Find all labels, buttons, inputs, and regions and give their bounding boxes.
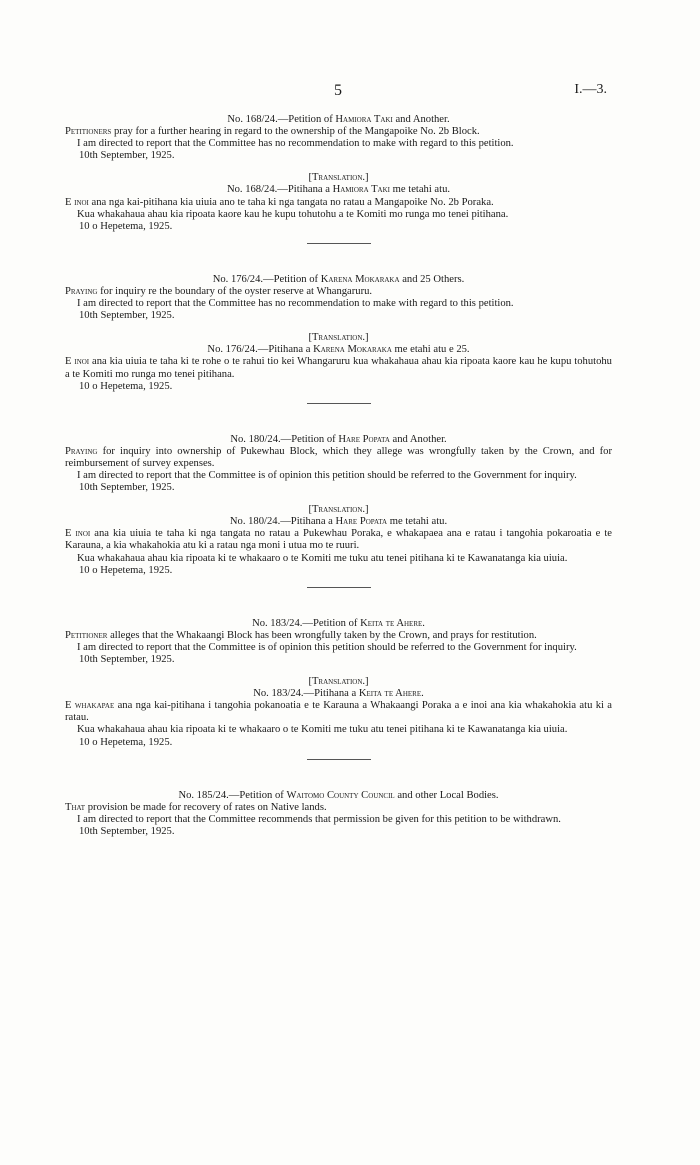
petitioner-name: Hamiora Taki	[332, 184, 391, 196]
committee-report: Kua whakahaua ahau kia ripoata ki te whakaaro o te Komiti me tuku atu tenei pitihana ki te Kawanatanga kia uiuia.	[77, 552, 568, 564]
petition-prayer: E inoi ana kia uiuia te taha ki nga tangata no ratau a Pukewhau Poraka, e whakapaea ana e ratau i tangohia pokaroatia e te Karauna, a kia whakahokia atu ki a ratau nga moni i utua mo te ruuri.	[65, 528, 612, 552]
report-date: 10 o Hepetema, 1925.	[79, 380, 173, 392]
petition-title: No. 176/24.—Pitihana a Karena Mokaraka me etahi atu e 25.	[207, 344, 470, 356]
petition-title: No. 180/24.—Pitihana a Hare Popata me tetahi atu.	[229, 516, 448, 528]
petition-prayer: E inoi ana kia uiuia te taha ki te rohe o te rahui tio kei Whangaruru kua whakahaua ahau kia ripoata kaore kau he kupu tohutohu a te Komiti mo runga mo tenei pitihana.	[65, 356, 612, 380]
translation-label: [Translation.]	[308, 676, 369, 688]
report-date: 10th September, 1925.	[79, 654, 175, 665]
petitioner-name: Keita te Ahere	[358, 688, 422, 700]
petitioner-name: Hare Popata	[335, 516, 388, 528]
petitioner-name: Hare Popata	[338, 433, 390, 445]
petition-title: No. 183/24.—Pitihana a Keita te Ahere.	[253, 688, 424, 700]
petition-180-maori	[65, 504, 612, 577]
petition-prayer: Praying for inquiry re the boundary of the oyster reserve at Whangaruru.	[65, 285, 373, 297]
page-header	[0, 82, 700, 102]
petitioner-name: Keita te Ahere	[360, 617, 423, 629]
translation-label: [Translation.]	[308, 172, 369, 184]
petitions-body	[65, 114, 612, 838]
petition-title: No. 168/24.—Pitihana a Hamiora Taki me tetahi atu.	[226, 184, 451, 196]
petition-180-english	[65, 434, 612, 494]
petition-title: No. 176/24.—Petition of Karena Mokaraka and 25 Others.	[212, 273, 465, 285]
report-date: 10 o Hepetema, 1925.	[79, 220, 173, 232]
petition-176-maori	[65, 332, 612, 392]
petition-prayer: Petitioner alleges that the Whakaangi Block has been wrongfully taken by the Crown, and prays for restitution.	[65, 629, 537, 641]
committee-report: I am directed to report that the Committee has no recommendation to make with regard to this petition.	[77, 298, 514, 310]
petitioner-name: Hamiora Taki	[335, 114, 393, 125]
petition-185-english	[65, 790, 612, 838]
petition-176-english	[65, 274, 612, 322]
petition-prayer: Praying for inquiry into ownership of Pukewhau Block, which they allege was wrongfully taken by the Crown, and for reimbursement of survey expenses.	[65, 445, 612, 469]
report-date: 10th September, 1925.	[79, 310, 175, 322]
translation-label: [Translation.]	[308, 504, 369, 516]
page-number: 5	[334, 82, 342, 99]
committee-report: Kua whakahaua ahau kia ripoata ki te whakaaro o te Komiti me tuku atu tenei pitihana ki te Kawanatanga kia uiuia.	[77, 724, 568, 736]
report-date: 10th September, 1925.	[79, 482, 175, 494]
translation-label: [Translation.]	[308, 332, 369, 344]
petition-183-maori	[65, 676, 612, 749]
petition-title: No. 185/24.—Petition of Waitomo County Council and other Local Bodies.	[178, 789, 499, 801]
committee-report: I am directed to report that the Committee recommends that permission be given for this petition to be withdrawn.	[77, 813, 561, 825]
petition-168-maori	[65, 172, 612, 232]
committee-report: I am directed to report that the Committee is of opinion this petition should be referred to the Government for inquiry.	[77, 641, 577, 653]
paper-reference: I.—3.	[574, 82, 607, 97]
report-date: 10th September, 1925.	[79, 825, 175, 837]
report-date: 10 o Hepetema, 1925.	[79, 564, 173, 576]
petition-183-english	[65, 618, 612, 666]
petition-prayer: Petitioners pray for a further hearing in regard to the ownership of the Mangapoike No. 2b Block.	[65, 126, 480, 138]
committee-report: I am directed to report that the Committee is of opinion this petition should be referred to the Government for inquiry.	[77, 469, 577, 481]
committee-report: I am directed to report that the Committee has no recommendation to make with regard to this petition.	[77, 138, 514, 150]
committee-report: Kua whakahaua ahau kia ripoata kaore kau he kupu tohutohu a te Komiti mo runga mo tenei pitihana.	[77, 208, 509, 220]
petition-prayer: E inoi ana nga kai-pitihana kia uiuia ano te taha ki nga tangata no ratau a Mangapoike No. 2b Poraka.	[65, 196, 494, 208]
petition-title: No. 168/24.—Petition of Hamiora Taki and Another.	[227, 114, 450, 125]
petitioner-name: Waitomo County Council	[286, 789, 395, 801]
petition-prayer: That provision be made for recovery of rates on Native lands.	[65, 801, 327, 813]
petition-title: No. 183/24.—Petition of Keita te Ahere.	[252, 617, 425, 629]
petition-prayer: E whakapae ana nga kai-pitihana i tangohia pokanoatia e te Karauna a Whakaangi Poraka a e inoi ana kia whakahokia atu ki a ratau.	[65, 700, 613, 724]
report-date: 10th September, 1925.	[79, 150, 175, 162]
report-date: 10 o Hepetema, 1925.	[79, 736, 173, 748]
petitioner-name: Karena Mokaraka	[313, 344, 392, 356]
petition-title: No. 180/24.—Petition of Hare Popata and Another.	[230, 433, 447, 445]
petition-168-english	[65, 114, 612, 162]
petitioner-name: Karena Mokaraka	[320, 273, 400, 285]
